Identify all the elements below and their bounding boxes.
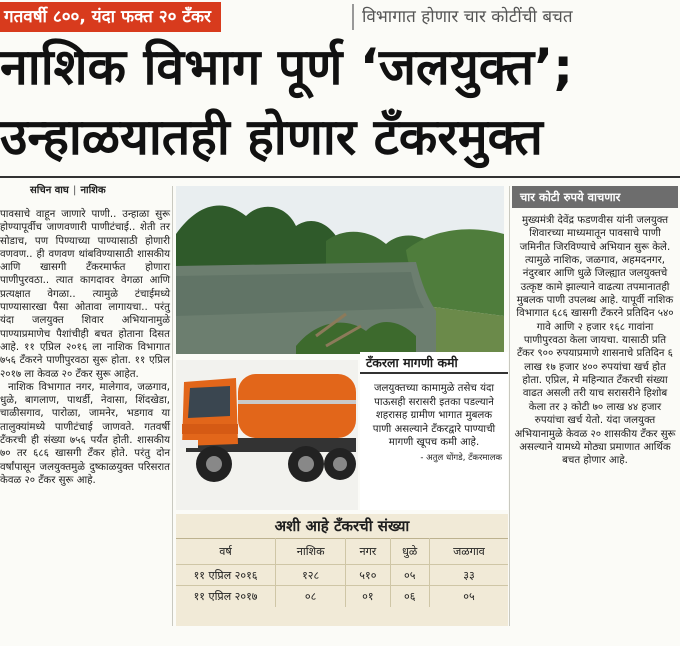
byline-separator: | <box>72 185 77 196</box>
kicker-subtitle: विभागात होणार चार कोटींची बचत <box>362 7 573 27</box>
table-row <box>176 586 508 607</box>
byline-author: सचिन वाघ <box>30 185 69 196</box>
right-column <box>512 186 678 630</box>
headline-rule <box>0 176 680 178</box>
headline-line-2: उन्हाळयातही होणार टँकरमुक्त <box>0 108 543 166</box>
kicker-highlight: गतवर्षी ८००, यंदा फक्त २० टँकर <box>0 2 221 32</box>
quote-title: टँकरला मागणी कमी <box>360 352 508 374</box>
table-header-cell: धुळे <box>390 539 429 565</box>
tanker-count-table <box>176 514 508 626</box>
table-row <box>176 565 508 586</box>
column-divider <box>509 186 510 626</box>
table-cell: ०६ <box>390 586 429 607</box>
table-title: अशी आहे टँकरची संख्या <box>274 517 410 535</box>
data-table <box>176 538 508 607</box>
table-cell: ११ एप्रिल २०१७ <box>176 586 276 607</box>
table-cell: ०८ <box>276 586 346 607</box>
article-body <box>0 208 170 487</box>
column-divider <box>172 186 173 626</box>
kicker-strip <box>0 0 680 34</box>
article-paragraph: नाशिक विभागात नगर, मालेगाव, जळगाव, धुळे, बागलाण, पाथर्डी, नेवासा, शिंदखेडा, चाळीसगाव, पारोळा, जामनेर, भडगाव या तालुक्यांमध्ये पाणीटंचाई जाणवते. गतवर्षी टँकरची ही संख्या ७५६ पर्यंत होती. शासकीय ७० तर ६८६ खासगी टँकर होते. परंतु दोन वर्षांपासून जलयुक्तमुळे दुष्काळयुक्त परिसरात केवळ २० टँकर सुरू आहे. <box>0 381 170 486</box>
byline <box>0 182 170 200</box>
quote-box <box>360 352 508 510</box>
headline-line-1: नाशिक विभाग पूर्ण ‘जलयुक्त’; <box>0 38 574 96</box>
tanker-truck-photo <box>176 360 358 510</box>
table-cell: ०५ <box>390 565 429 586</box>
kicker-divider <box>352 4 354 30</box>
table-header-row <box>176 539 508 565</box>
quote-text: जलयुक्तच्या कामामुळे तसेच यंदा पाऊसही सरासरी इतका पडल्याने शहरासह ग्रामीण भागात मुबलक पाणी असल्याने टँकरद्वारे पाण्याची मागणी खूपच कमी आहे. <box>372 383 496 448</box>
river-photo <box>176 186 504 354</box>
table-cell: ०१ <box>346 586 390 607</box>
table-header-cell: वर्ष <box>176 539 276 565</box>
table-header-cell: नाशिक <box>276 539 346 565</box>
sidebar-text: मुख्यमंत्री देवेंद्र फडणवीस यांनी जलयुक्त शिवारच्या माध्यमातून पावसाचे पाणी जमिनीत जिरविण्याचे अभियान सुरू केले. त्यामुळे नाशिक, जळगाव, अहमदनगर, नंदुरबार आणि धुळे जिल्ह्यात जलयुक्तचे उत्कृष्ट कामे झाल्याने वाढत्या तपमानातही मुबलक पाणी उपलब्ध आहे. यापूर्वी नाशिक विभागात ६८६ खासगी टँकरने प्रतिदिन ५४० गावे आणि २ हजार १६८ गावांना पाणीपुरवठा केला जायचा. यासाठी प्रति टँकर ९०० रुपयाप्रमाणे शासनाचे प्रतिदिन ६ लाख १७ हजार ४०० रुपयांचा खर्च होत होता. एप्रिल, मे महिन्यात टँकरची संख्या वाढत असली तरी याच सरासरीने हिशोब केला तर ३ कोटी ७० लाख ४४ हजार रुपयांचा खर्च येतो. यंदा जलयुक्त अभियानामुळे केवळ २० शासकीय टँकर सुरू असल्याने यामध्ये मोठ्या प्रमाणात आर्थिक बचत होणार आहे. <box>514 215 676 467</box>
table-cell: ११ एप्रिल २०१६ <box>176 565 276 586</box>
quote-signature: - अतुल धोंगडे, टँकरमालक <box>420 452 502 463</box>
river-landscape-image <box>176 186 504 354</box>
table-cell: ५१० <box>346 565 390 586</box>
left-column <box>0 182 170 632</box>
article-paragraph: पावसाचे वाहून जाणारे पाणी.. उन्हाळा सुरू होण्यापूर्वीच जाणवणारी पाणीटंचाई.. शेती तर सोडाच, पण पिण्याच्या पाण्यासाठी होणारी वणवण.. ही वणवण थांबविण्यासाठी शासकीय आणि खासगी टँकरमार्फत होणारा पाणीपुरवठा.. त्यात कागदावर वेगळा आणि प्रत्यक्षात वेगळा.. त्यामुळे टंचाईमध्ये पाण्यासारखा पैसा ओतावा लागायचा.. परंतु यंदा जलयुक्त शिवार अभियानामुळे पाण्याप्रमाणेच पैशांचीही बचत होताना दिसत आहे. ११ एप्रिल २०१६ ला नाशिक विभागात ७५६ टँकरने पाणीपुरवठा सुरू होता. ११ एप्रिल २०१७ ला केवळ २० टँकर सुरू आहेत. <box>0 209 170 380</box>
table-cell: ०५ <box>429 586 508 607</box>
sidebar-heading: चार कोटी रुपये वाचणार <box>512 186 678 208</box>
table-cell: ३३ <box>429 565 508 586</box>
table-cell: १२८ <box>276 565 346 586</box>
tanker-truck-image <box>176 360 358 510</box>
table-header-cell: जळगाव <box>429 539 508 565</box>
byline-place: नाशिक <box>80 185 106 196</box>
table-header-cell: नगर <box>346 539 390 565</box>
